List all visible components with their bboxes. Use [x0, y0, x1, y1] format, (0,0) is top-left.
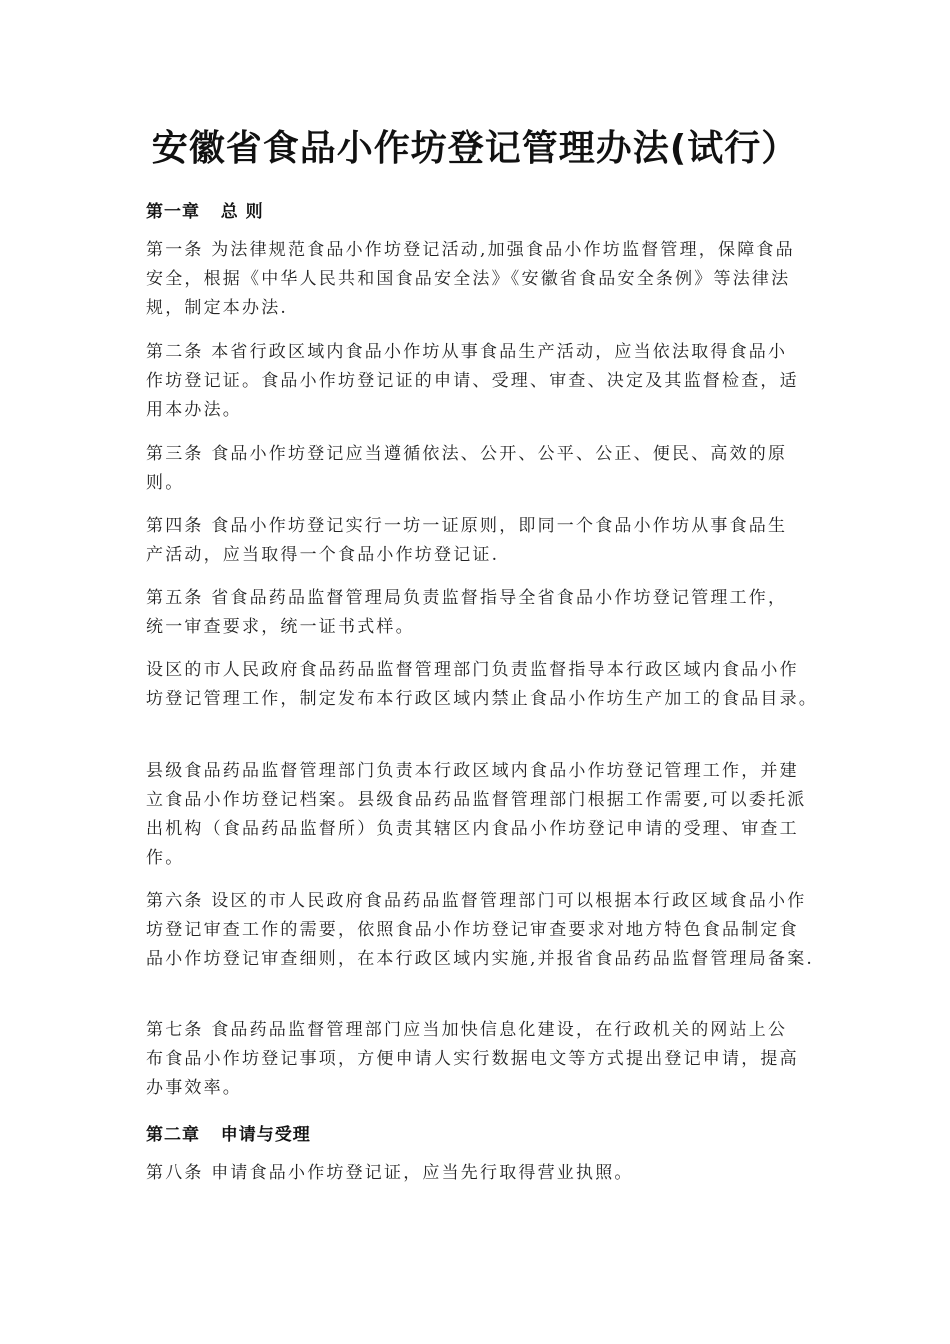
text-line: 第六条 设区的市人民政府食品药品监督管理部门可以根据本行政区域食品小作 [146, 891, 807, 911]
text-line: 县级食品药品监督管理部门负责本行政区域内食品小作坊登记管理工作，并建 [146, 761, 799, 781]
text-line: 立食品小作坊登记档案。县级食品药品监督管理部门根据工作需要,可以委托派 [146, 790, 807, 810]
text-line: 规，制定本办法. [146, 298, 289, 318]
text-line: 第七条 食品药品监督管理部门应当加快信息化建设，在行政机关的网站上公 [146, 1020, 788, 1040]
chapter-heading-2: 第二章 申请与受理 [146, 1125, 311, 1145]
text-line: 第二条 本省行政区域内食品小作坊从事食品生产活动，应当依法取得食品小 [146, 342, 788, 362]
article-1 [146, 236, 826, 323]
article-8 [146, 1159, 826, 1188]
text-line: 布食品小作坊登记事项，方便申请人实行数据电文等方式提出登记申请，提高 [146, 1049, 799, 1069]
text-line: 设区的市人民政府食品药品监督管理部门负责监督指导本行政区域内食品小作 [146, 660, 799, 680]
article-5 [146, 584, 826, 642]
text-line: 则。 [146, 473, 185, 493]
text-line: 品小作坊登记审查细则，在本行政区域内实施,并报省食品药品监督管理局备案. [146, 949, 815, 969]
text-line: 作。 [146, 848, 185, 868]
text-line: 办事效率。 [146, 1078, 242, 1098]
article-7 [146, 1016, 826, 1103]
text-line: 第五条 省食品药品监督管理局负责监督指导全省食品小作坊登记管理工作， [146, 588, 788, 608]
text-line: 出机构（食品药品监督所）负责其辖区内食品小作坊登记申请的受理、审查工 [146, 819, 799, 839]
text-line: 统一审查要求，统一证书式样。 [146, 617, 415, 637]
article-4 [146, 512, 826, 570]
article-5-paragraph-2 [146, 656, 826, 714]
text-line: 坊登记审查工作的需要，依照食品小作坊登记审查要求对地方特色食品制定食 [146, 920, 799, 940]
text-line: 第八条 申请食品小作坊登记证，应当先行取得营业执照。 [146, 1163, 634, 1183]
document-title: 安徽省食品小作坊登记管理办法(试行） [151, 128, 799, 169]
article-2 [146, 338, 826, 425]
text-line: 安全，根据《中华人民共和国食品安全法》《安徽省食品安全条例》等法律法 [146, 269, 791, 289]
article-6 [146, 887, 826, 974]
article-5-paragraph-3 [146, 757, 826, 873]
text-line: 坊登记管理工作，制定发布本行政区域内禁止食品小作坊生产加工的食品目录。 [146, 689, 818, 709]
chapter-heading-1: 第一章 总 则 [146, 202, 264, 222]
text-line: 第一条 为法律规范食品小作坊登记活动,加强食品小作坊监督管理，保障食品 [146, 240, 795, 260]
article-3 [146, 440, 826, 498]
text-line: 产活动，应当取得一个食品小作坊登记证. [146, 545, 500, 565]
text-line: 第三条 食品小作坊登记应当遵循依法、公开、公平、公正、便民、高效的原 [146, 444, 788, 464]
text-line: 用本办法。 [146, 400, 242, 420]
text-line: 第四条 食品小作坊登记实行一坊一证原则，即同一个食品小作坊从事食品生 [146, 516, 788, 536]
text-line: 作坊登记证。食品小作坊登记证的申请、受理、审查、决定及其监督检查，适 [146, 371, 799, 391]
